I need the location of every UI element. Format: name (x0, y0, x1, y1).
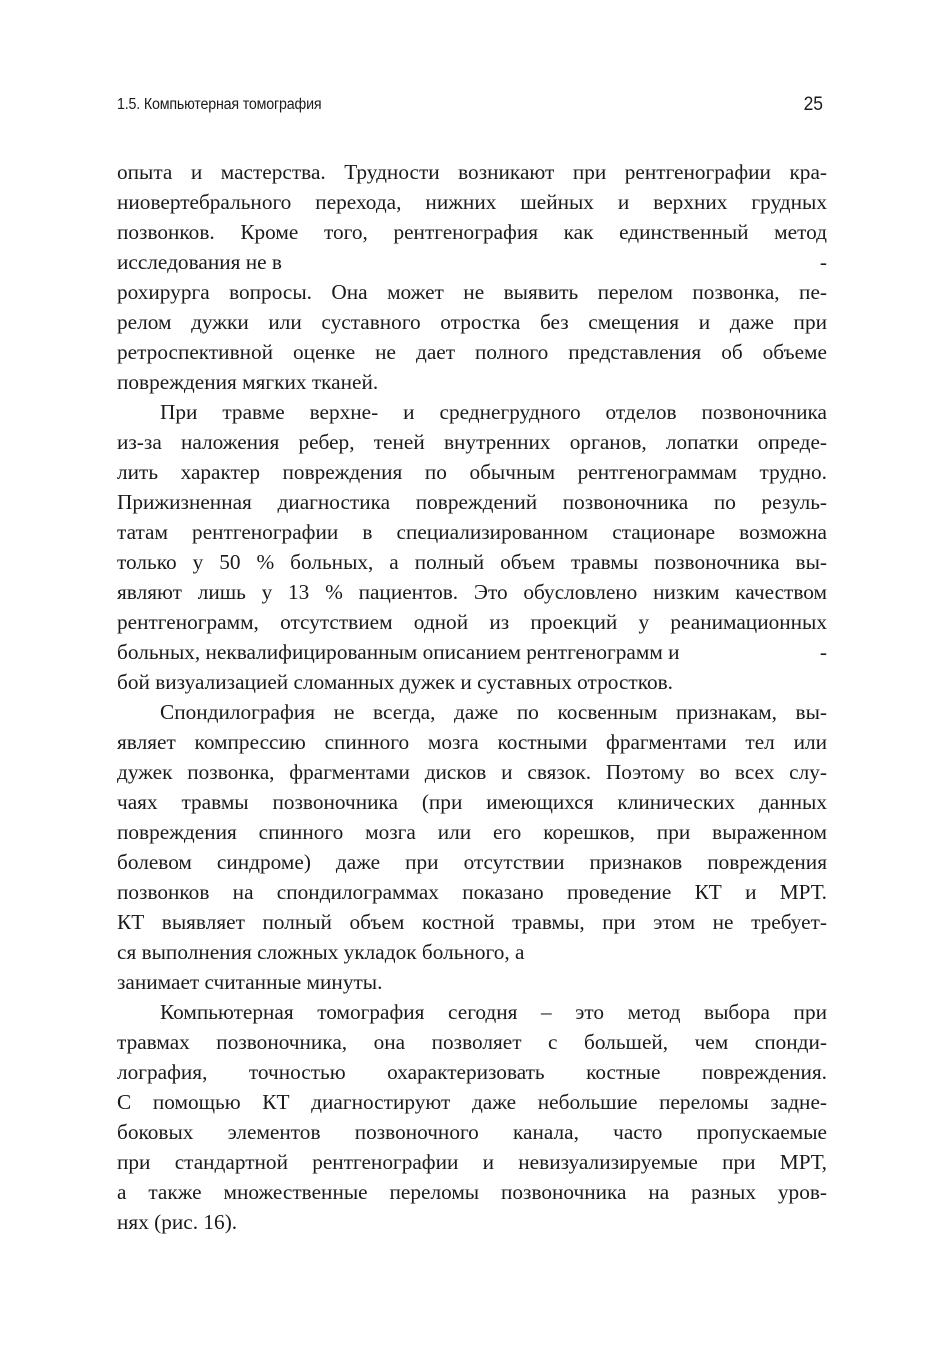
text-line (117, 247, 827, 277)
text-line: только у 50 % больных, а полный объем травмы позвоночника вы- (117, 550, 827, 574)
text-fragment: - (819, 640, 827, 664)
text-line: С помощью КТ диагностируют даже небольшие переломы задне- (117, 1090, 827, 1114)
text-line: дужек позвонка, фрагментами дисков и связок. Поэтому во всех слу- (117, 760, 827, 784)
body-text (117, 157, 827, 1237)
text-line: позвонков на спондилограммах показано проведение КТ и МРТ. (117, 880, 827, 904)
text-line: релом дужки или суставного отростка без смещения и даже при (117, 310, 827, 334)
text-line (117, 637, 827, 667)
text-line: занимает считанные минуты. (117, 970, 383, 994)
page-number: 25 (803, 94, 823, 115)
section-title: 1.5. Компьютерная томография (117, 96, 322, 113)
running-header (117, 96, 823, 120)
text-line: При травме верхне- и среднегрудного отделов позвоночника (160, 400, 827, 424)
text-line: КТ выявляет полный объем костной травмы, при этом не требует- (117, 910, 827, 934)
text-line: травмах позвоночника, она позволяет с большей, чем спонди- (117, 1030, 827, 1054)
text-line: из-за наложения ребер, теней внутренних органов, лопатки опреде- (117, 430, 827, 454)
text-line: ретроспективной оценке не дает полного представления об объеме (117, 340, 827, 364)
text-line: опыта и мастерства. Трудности возникают при рентгенографии кра- (117, 160, 827, 184)
text-line: татам рентгенографии в специализированном стационаре возможна (117, 520, 827, 544)
text-line: рохирурга вопросы. Она может не выявить перелом позвонка, пе- (117, 280, 827, 304)
text-line: рентгенограмм, отсутствием одной из проекций у реанимационных (117, 610, 827, 634)
text-line: болевом синдроме) даже при отсутствии признаков повреждения (117, 850, 827, 874)
text-fragment: - (819, 250, 827, 274)
text-line: Спондилография не всегда, даже по косвенным признакам, вы- (160, 700, 827, 724)
text-line: нях (рис. 16). (117, 1210, 238, 1234)
text-fragment: больных, неквалифицированным описанием рентгенограмм и (117, 640, 680, 664)
text-line: Компьютерная томография сегодня – это метод выбора при (160, 1000, 827, 1024)
text-line: повреждения спинного мозга или его корешков, при выраженном (117, 820, 827, 844)
text-line: лить характер повреждения по обычным рентгенограммам трудно. (117, 460, 827, 484)
text-line: ниовертебрального перехода, нижних шейных и верхних грудных (117, 190, 827, 214)
text-line: бой визуализацией сломанных дужек и суставных отростков. (117, 670, 673, 694)
text-line: при стандартной рентгенографии и невизуализируемые при МРТ, (117, 1150, 827, 1174)
text-line: чаях травмы позвоночника (при имеющихся клинических данных (117, 790, 827, 814)
text-line: Прижизненная диагностика повреждений позвоночника по резуль- (117, 490, 827, 514)
text-line: являют лишь у 13 % пациентов. Это обусловлено низким качеством (117, 580, 827, 604)
text-line: боковых элементов позвоночного канала, часто пропускаемые (117, 1120, 827, 1144)
text-line: лография, точностью охарактеризовать костные повреждения. (117, 1060, 827, 1084)
text-line: являет компрессию спинного мозга костными фрагментами тел или (117, 730, 827, 754)
text-line: ся выполнения сложных укладок больного, а (117, 940, 525, 964)
text-line: а также множественные переломы позвоночника на разных уров- (117, 1180, 827, 1204)
text-line: повреждения мягких тканей. (117, 370, 379, 394)
text-line: позвонков. Кроме того, рентгенография как единственный метод (117, 220, 827, 244)
text-fragment: исследования не в (117, 250, 282, 274)
